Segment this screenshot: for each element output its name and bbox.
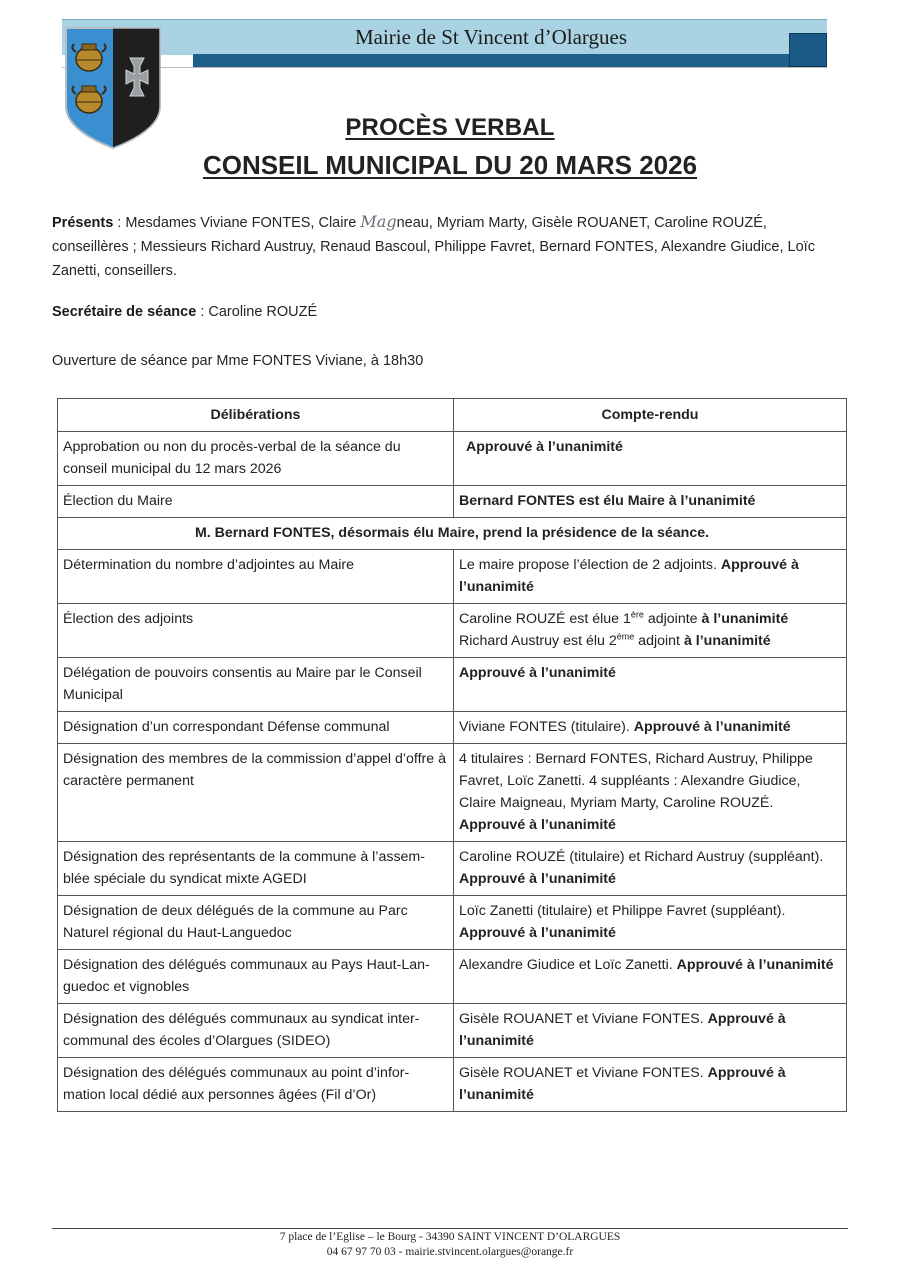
compte-rendu-cell [454,604,847,658]
compte-rendu-cell: Gisèle ROUANET et Viviane FONTES. Approuvé à l’unanimité [454,1058,847,1112]
table-row [58,842,847,896]
compte-rendu-cell: Caroline ROUZÉ (titulaire) et Richard Austruy (suppléant). Approuvé à l’unanimité [454,842,847,896]
deliberation-cell: Désignation de deux délégués de la commune au Parc Naturel régional du Haut-Languedoc [58,896,454,950]
compte-rendu-cell: Alexandre Giudice et Loïc Zanetti. Approuvé à l’unanimité [454,950,847,1004]
footer [0,1230,900,1260]
header-banner-box [789,33,827,67]
table-row [58,432,847,486]
table-row [58,712,847,744]
table-row [58,1058,847,1112]
deliberation-cell: Élection des adjoints [58,604,454,658]
deliberation-cell: Approbation ou non du procès-verbal de la séance du conseil municipal du 12 mars 2026 [58,432,454,486]
compte-rendu-cell: Approuvé à l’unanimité [454,658,847,712]
presents-paragraph: Présents : Mesdames Viviane FONTES, Claire Magneau, Myriam Marty, Gisèle ROUANET, Caroline ROUZÉ, conseillères ; Messieurs Richard Austruy, Renaud Bascoul, Philippe Favret, Bernard FONTES, Alexandre Giudice, Loïc Zanetti, conseillers. [52,212,815,279]
compte-rendu-cell: Viviane FONTES (titulaire). Approuvé à l’unanimité [454,712,847,744]
presents-text: Mesdames Viviane FONTES, Claire [125,215,361,231]
ouverture-paragraph: Ouverture de séance par Mme FONTES Viviane, à 18h30 [52,353,424,369]
presents-text-rest: neau, Myriam Marty, Gisèle ROUANET, Caroline ROUZÉ, conseillères ; Messieurs Richard Austruy, Renaud Bascoul, Philippe Favret, Bernard FONTES, Alexandre Giudice, Loïc Zanetti, conseillers. [52,215,815,279]
compte-rendu-cell: Le maire propose l’élection de 2 adjoints. Approuvé à l’unanimité [454,550,847,604]
header-divider [62,67,827,68]
secretaire-label: Secrétaire de séance [52,304,197,320]
footer-contact: 04 67 97 70 03 - mairie.stvincent.olargues@orange.fr [326,1246,574,1258]
table-row-presidence [58,518,847,550]
table-row [58,950,847,1004]
table-row [58,604,847,658]
compte-rendu-cell: Approuvé à l’unanimité [454,432,847,486]
deliberation-cell: Élection du Maire [58,486,454,518]
deliberation-cell: Désignation des délégués communaux au Pays Haut-Lan-guedoc et vignobles [58,950,454,1004]
deliberations-table [57,398,847,1112]
deliberation-cell: Désignation d’un correspondant Défense communal [58,712,454,744]
adjoint-2: Richard Austruy est élu 2ème adjoint à l’unanimité [459,631,771,649]
table-row [58,744,847,842]
header-banner-stripe [193,54,827,67]
table-row [58,1004,847,1058]
compte-rendu-cell: Loïc Zanetti (titulaire) et Philippe Favret (suppléant). Approuvé à l’unanimité [454,896,847,950]
footer-divider [52,1228,848,1229]
table-header-row [58,399,847,432]
compte-rendu-cell: 4 titulaires : Bernard FONTES, Richard Austruy, Philippe Favret, Loïc Zanetti. 4 suppléants : Alexandre Giudice, Claire Maigneau, Myriam Marty, Caroline ROUZÉ. Approuvé à l’unanimité [454,744,847,842]
column-header-compte-rendu: Compte-rendu [454,399,847,432]
presidence-note: M. Bernard FONTES, désormais élu Maire, prend la présidence de la séance. [58,518,847,550]
secretaire-value: Caroline ROUZÉ [208,304,318,320]
deliberation-cell: Délégation de pouvoirs consentis au Maire par le Conseil Municipal [58,658,454,712]
deliberation-cell: Détermination du nombre d’adjointes au Maire [58,550,454,604]
table-row [58,658,847,712]
deliberation-cell: Désignation des délégués communaux au syndicat inter-communal des écoles d’Olargues (SIDEO) [58,1004,454,1058]
table-row [58,486,847,518]
mairie-name: Mairie de St Vincent d’Olargues [354,25,628,49]
compte-rendu-cell: Gisèle ROUANET et Viviane FONTES. Approuvé à l’unanimité [454,1004,847,1058]
handwritten-correction: Mag [360,212,397,231]
document-subtitle: CONSEIL MUNICIPAL DU 20 MARS 2026 [202,150,698,180]
deliberation-cell: Désignation des représentants de la commune à l’assem-blée spéciale du syndicat mixte AGEDI [58,842,454,896]
deliberation-cell: Désignation des membres de la commission d’appel d’offre à caractère permanent [58,744,454,842]
deliberation-cell: Désignation des délégués communaux au point d’infor-mation local dédié aux personnes âgées (Fil d’Or) [58,1058,454,1112]
presents-label: Présents [52,215,114,231]
table-row [58,896,847,950]
document-title: PROCÈS VERBAL [345,114,555,141]
adjoint-1: Caroline ROUZÉ est élue 1ère adjointe à l’unanimité [459,609,789,627]
column-header-deliberations: Délibérations [58,399,454,432]
secretaire-paragraph: Secrétaire de séance : Caroline ROUZÉ [52,304,318,320]
table-row [58,550,847,604]
footer-address: 7 place de l’Eglise – le Bourg - 34390 SAINT VINCENT D’OLARGUES [279,1231,621,1243]
compte-rendu-cell: Bernard FONTES est élu Maire à l’unanimité [454,486,847,518]
